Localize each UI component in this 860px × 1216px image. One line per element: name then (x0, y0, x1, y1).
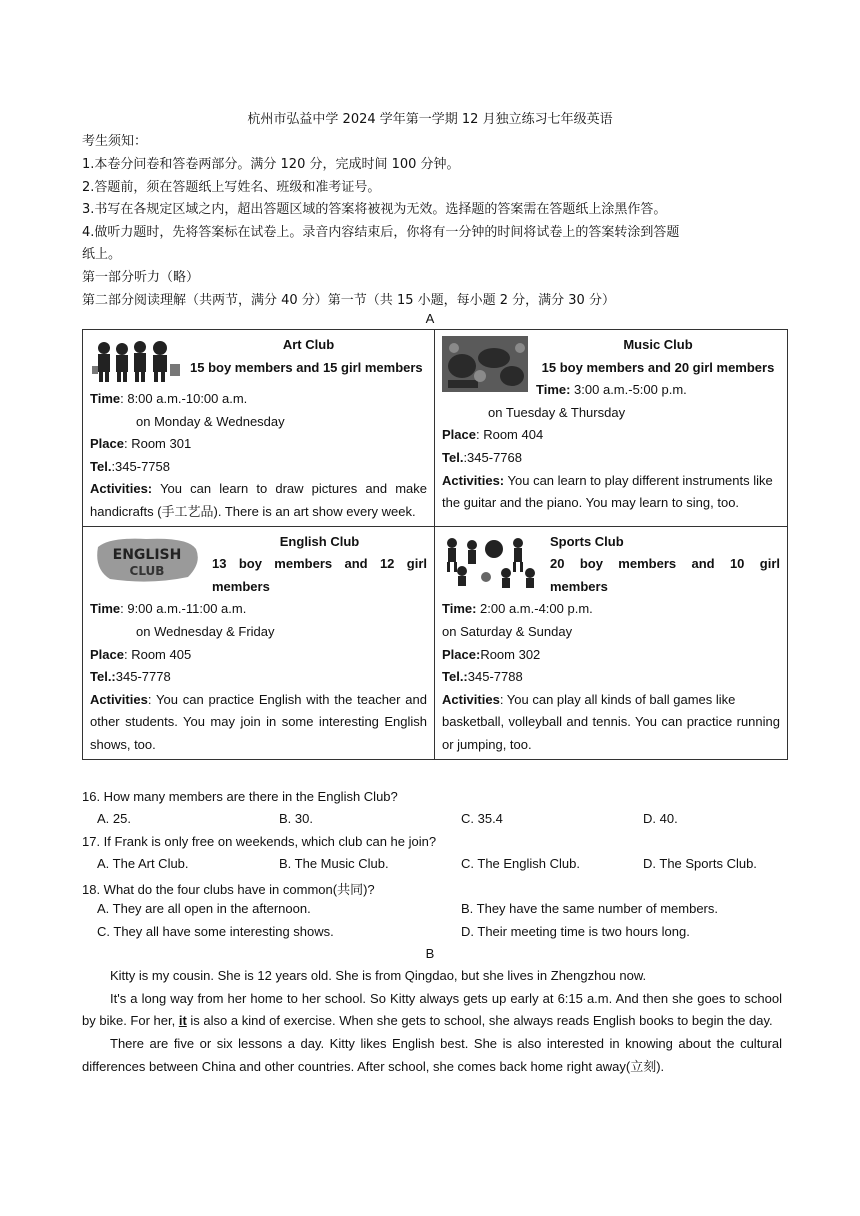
english-club-logo (90, 533, 204, 587)
q18-option-c: C. They all have some interesting shows. (97, 924, 334, 939)
music-club-activities: Activities: You can learn to play different instruments like (442, 472, 773, 488)
passage-a-letter: A (425, 311, 435, 326)
passage-b-paragraph-1: Kitty is my cousin. She is 12 years old. She is from Qingdao, but she lives in Zhengzhou now. (110, 968, 647, 983)
music-club-tel: Tel.:345-7768 (442, 449, 522, 465)
kids-drawing-image (90, 336, 182, 388)
notice-2: 2.答题前，须在答题纸上写姓名、班级和准考证号。 (82, 180, 381, 195)
english-club-cell (83, 526, 435, 759)
english-club-activities: Activities: You can practice English with the teacher and other students. You may join in some interesting English shows, too. (90, 691, 427, 752)
q17-option-b: B. The Music Club. (279, 856, 389, 871)
notice-4: 4.做听力题时，先将答案标在试卷上。录音内容结束后，你将有一分钟的时间将试卷上的答案转涂到答题 (82, 225, 680, 240)
passage-b-paragraph-2: It's a long way from her home to her school. So Kitty always gets up early at 6:15 a.m. And then she goes to school by bike. For her, it is also a kind of exercise. When she gets to school, she always reads English books to begin the day. (82, 990, 782, 1029)
english-club-tel: Tel.:345-7778 (90, 669, 171, 685)
sports-club-cell (435, 526, 788, 759)
svg-text:ENGLISH: ENGLISH (112, 546, 182, 563)
q16-option-d: D. 40. (643, 811, 678, 826)
sports-club-activities-cont: basketball, volleyball and tennis. You can practice running or jumping, too. (442, 714, 780, 752)
art-club-time: Time: 8:00 a.m.-10:00 a.m. (90, 391, 248, 406)
exam-title: 杭州市弘益中学 2024 学年第一学期 12 月独立练习七年级英语 (247, 112, 613, 127)
art-club-tel: Tel.:345-7758 (90, 458, 170, 474)
art-club-place: Place: Room 301 (90, 436, 192, 452)
english-club-name: English Club (279, 533, 360, 549)
music-club-members: 15 boy members and 20 girl members (541, 359, 775, 375)
passage-b-paragraph-3: There are five or six lessons a day. Kitty likes English best. She is also interested in knowing about the cultural differences between China and other countries. After school, she comes back home right away(立刻). (82, 1036, 782, 1074)
clubs-table (82, 329, 788, 760)
music-club-place: Place: Room 404 (442, 427, 544, 443)
svg-text:CLUB: CLUB (129, 563, 165, 578)
sports-club-place: Place:Room 302 (442, 646, 541, 662)
sports-club-tel: Tel.:345-7788 (442, 669, 523, 685)
kids-sports-image (442, 533, 542, 589)
music-club-name: Music Club (623, 337, 693, 352)
part-two-heading: 第二部分阅读理解（共两节，满分 40 分）第一节（共 15 小题，每小题 2 分，满分 30 分） (82, 293, 615, 308)
part-one-heading: 第一部分听力（略） (82, 270, 200, 285)
q18-option-b: B. They have the same number of members. (461, 901, 718, 916)
music-club-cell (435, 330, 788, 527)
notice-3: 3.书写在各规定区域之内，超出答题区域的答案将被视为无效。选择题的答案需在答题纸上涂黑作答。 (82, 202, 667, 217)
q16-option-b: B. 30. (279, 811, 313, 826)
english-club-time: Time: 9:00 a.m.-11:00 a.m. (90, 601, 247, 617)
sports-club-members: 20 boy members and 10 girl members (550, 556, 780, 594)
q18-option-a: A. They are all open in the afternoon. (97, 901, 311, 916)
art-club-cell (83, 330, 435, 527)
notice-1: 1.本卷分问卷和答卷两部分。满分 120 分，完成时间 100 分钟。 (82, 157, 460, 172)
art-club-members: 15 boy members and 15 girl members (190, 359, 423, 375)
question-16: 16. How many members are there in the English Club? (82, 789, 398, 804)
q17-option-d: D. The Sports Club. (643, 856, 757, 871)
passage-b-body (82, 965, 782, 1079)
sports-club-activities: Activities: You can play all kinds of ball games like (442, 691, 736, 707)
music-club-days: on Tuesday & Thursday (488, 404, 626, 420)
english-club-days: on Wednesday & Friday (136, 623, 275, 639)
sports-club-name: Sports Club (550, 533, 624, 549)
question-17: 17. If Frank is only free on weekends, which club can he join? (82, 834, 437, 849)
english-club-place: Place: Room 405 (90, 646, 192, 662)
q16-option-c: C. 35.4 (461, 811, 503, 826)
q17-option-a: A. The Art Club. (97, 856, 189, 871)
english-club-members: 13 boy members and 12 girl members (212, 556, 427, 594)
sports-club-days: on Saturday & Sunday (442, 623, 573, 639)
q17-option-c: C. The English Club. (461, 856, 580, 871)
notice-heading: 考生须知： (82, 134, 148, 149)
art-club-name: Art Club (282, 337, 335, 352)
q18-option-d: D. Their meeting time is two hours long. (461, 924, 690, 939)
art-club-activities: Activities: You can learn to draw pictures and make handicrafts (手工艺品). There is an art show every week. (90, 481, 427, 519)
notice-4-cont: 纸上。 (82, 247, 122, 262)
music-club-activities-cont: the guitar and the piano. You may learn to sing, too. (442, 495, 740, 511)
q16-option-a: A. 25. (97, 811, 131, 826)
music-club-time: Time: 3:00 a.m.-5:00 p.m. (536, 382, 687, 398)
art-club-days: on Monday & Wednesday (136, 413, 285, 429)
underlined-word-it: it (178, 1013, 187, 1029)
question-18: 18. What do the four clubs have in common(共同)? (82, 882, 375, 897)
sports-club-time: Time: 2:00 a.m.-4:00 p.m. (442, 601, 593, 617)
band-playing-image (442, 336, 528, 392)
passage-b-letter: B (425, 946, 435, 961)
